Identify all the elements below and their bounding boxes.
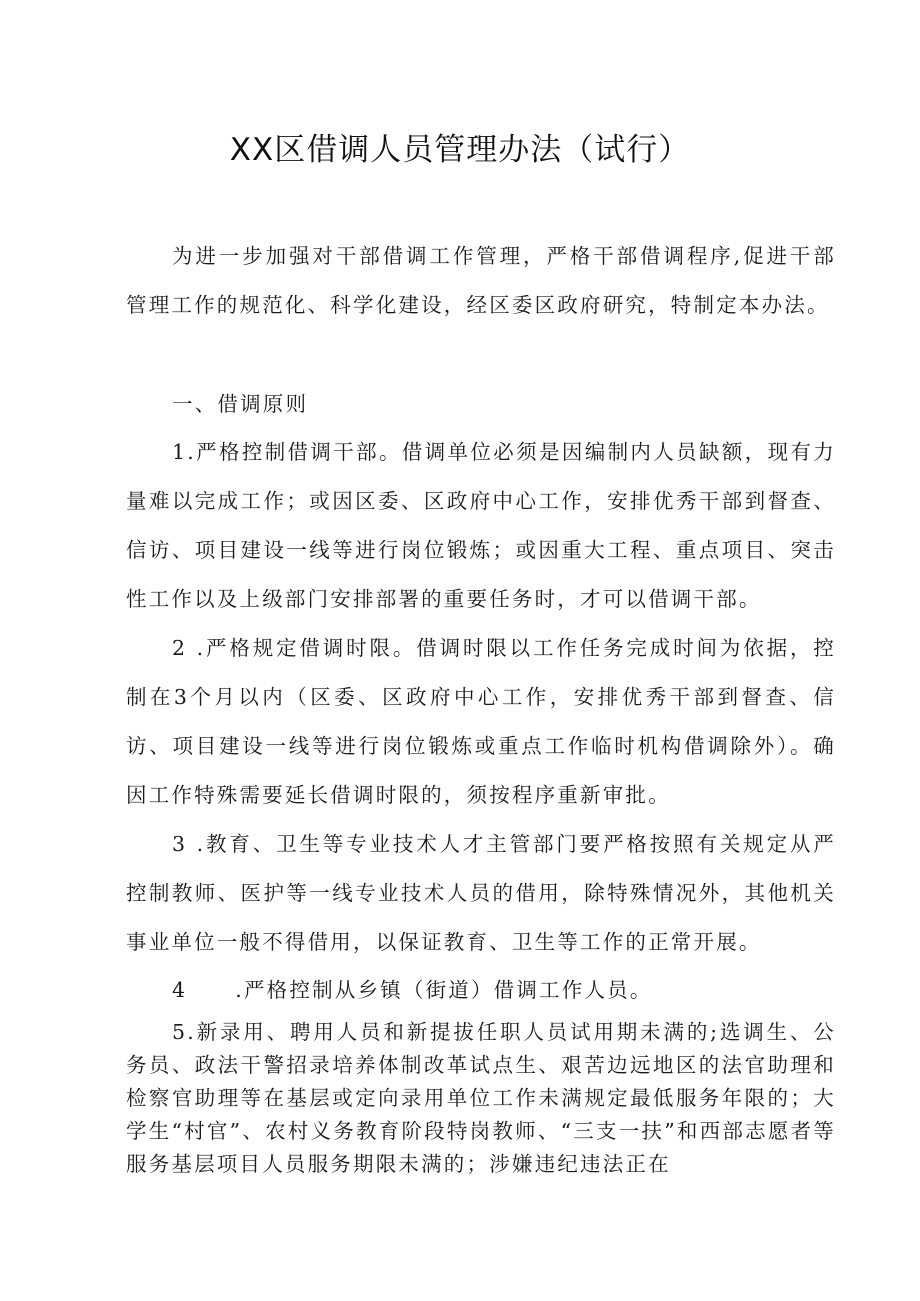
intro-text: 为进一步加强对干部借调工作管理，严格干部借调程序,促进干部管理工作的规范化、科学化建设，经区委区政府研究，特制定本办法。	[126, 244, 836, 317]
principle-item-3-text: 3 .教育、卫生等专业技术人才主管部门要严格按照有关规定从严控制教师、医护等一线专业技术人员的借用，除特殊情况外，其他机关事业单位一般不得借用，以保证教育、卫生等工作的正常开展。	[126, 832, 836, 954]
principle-item-4-text: .严格控制从乡镇（街道）借调工作人员。	[235, 978, 653, 1002]
principle-item-1-text: 1.严格控制借调干部。借调单位必须是因编制内人员缺额，现有力量难以完成工作；或因区委、区政府中心工作，安排优秀干部到督查、信访、项目建设一线等进行岗位锻炼；或因重大工程、重点项目、突击性工作以及上级部门安排部署的重要任务时，才可以借调干部。	[126, 440, 836, 611]
intro-paragraph	[126, 232, 836, 330]
principle-item-2-text: 2 .严格规定借调时限。借调时限以工作任务完成时间为依据，控制在3个月以内（区委、区政府中心工作，安排优秀干部到督查、信访、项目建设一线等进行岗位锻炼或重点工作临时机构借调除外）。确因工作特殊需要延长借调时限的，须按程序重新审批。	[126, 636, 836, 807]
principle-item-5-text: 5.新录用、聘用人员和新提拔任职人员试用期未满的;选调生、公务员、政法干警招录培养体制改革试点生、艰苦边远地区的法官助理和检察官助理等在基层或定向录用单位工作未满规定最低服务年限的；大学生“村官”、农村义务教育阶段特岗教师、“三支一扶”和西部志愿者等服务基层项目人员服务期限未满的；涉嫌违纪违法正在	[126, 1020, 836, 1176]
principle-item-1	[126, 428, 836, 624]
principle-item-4	[126, 966, 836, 1015]
principle-item-4-line	[126, 966, 836, 1015]
principle-item-5	[126, 1016, 836, 1181]
principle-item-4-number: 4	[172, 978, 188, 1002]
principle-item-3	[126, 820, 836, 967]
document-title: XX区借调人员管理办法（试行）	[229, 132, 691, 168]
section-heading-principles	[126, 380, 836, 429]
principle-item-2	[126, 624, 836, 820]
section-heading-text: 一、借调原则	[172, 392, 309, 416]
